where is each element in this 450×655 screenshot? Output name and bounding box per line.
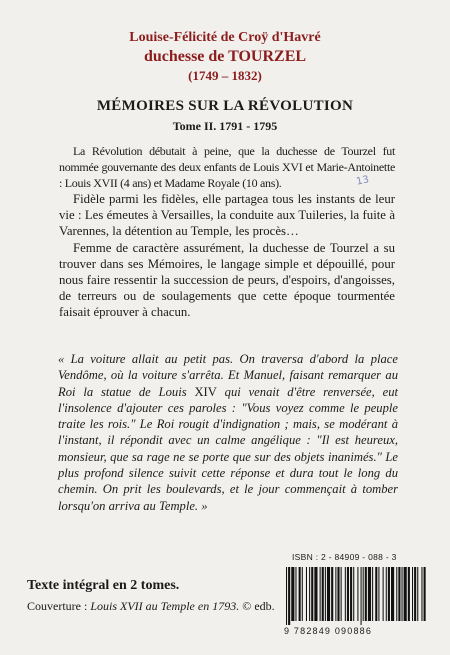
book-title: MÉMOIRES SUR LA RÉVOLUTION [96, 98, 354, 114]
barcode-bar [350, 567, 352, 621]
barcode-bar [299, 567, 301, 621]
barcode-bar [424, 567, 426, 621]
isbn-label: ISBN : 2 - 84909 - 088 - 3 [292, 552, 397, 562]
barcode-bar [309, 567, 310, 621]
barcode-bar [341, 567, 342, 621]
barcode-bar [402, 567, 403, 621]
barcode-bar [291, 567, 294, 621]
barcode-bar [391, 567, 394, 621]
barcode [284, 567, 428, 625]
barcode-bar [302, 567, 303, 621]
barcode-bar [335, 567, 336, 621]
barcode-bar [311, 567, 313, 621]
author-dates: (1749 – 1832) [188, 68, 262, 83]
author-name: Louise-Félicité de Croÿ d'Havré [129, 30, 321, 45]
cover-credit [27, 599, 275, 614]
quote-roman-numeral: XIV [194, 384, 217, 399]
barcode-bar [288, 567, 290, 625]
summary-paragraph-1: La Révolution débutait à peine, que la duchesse de Tourzel fut nommée gouvernante des deux enfants de Louis XVI et Marie-Antoinette : Louis XVII (4 ans) et Madame Royale (10 ans). [59, 144, 395, 191]
barcode-bar [404, 567, 407, 621]
barcode-bar [353, 567, 354, 621]
barcode-bar [320, 567, 321, 621]
barcode-bar [421, 567, 422, 621]
barcode-bar [337, 567, 339, 621]
edition-note: Texte intégral en 2 tomes. [27, 578, 180, 593]
barcode-bar [314, 567, 317, 621]
barcode-bar [368, 567, 371, 621]
barcode-bar [378, 567, 379, 621]
barcode-bar [363, 567, 364, 621]
barcode-bar [331, 567, 333, 621]
book-volume: Tome II. 1791 - 1795 [172, 119, 278, 133]
barcode-bar [408, 567, 410, 621]
barcode-bar [383, 567, 384, 621]
barcode-bar [361, 567, 362, 625]
summary-text [59, 143, 395, 320]
cover-copyright: © edb. [239, 599, 275, 613]
barcode-bar [417, 567, 418, 621]
barcode-bar [388, 567, 390, 621]
cover-label: Couverture : [27, 599, 91, 613]
quote-part-1: « La voiture allait au petit pas. On traversa d'abord la place Vendôme, où la voiture s'arrêta. Et Manuel, faisant remarquer au Roi la statue de Louis [58, 352, 398, 399]
barcode-bar [306, 567, 307, 621]
barcode-bar [375, 567, 377, 621]
summary-paragraph-3: Femme de caractère assurément, la duchesse de Tourzel a su trouver dans ses Mémoires, le langage simple et dépouillé, pour nous faire ressentir la succession de peurs, d'espoirs, d'angoisses, de terreurs ou de soulagements que cette époque tourmentée faisait éprouver à chacun. [59, 240, 395, 319]
barcode-bar [295, 567, 296, 621]
barcode-bar [345, 567, 346, 621]
barcode-bar [365, 567, 367, 621]
barcode-bar [322, 567, 324, 621]
quote-part-2: qui venait d'être renversée, eut l'insolence d'ajouter ces paroles : "Vous voyez comme le peuple traite les rois." Le Roi rougit d'indignation ; mais, se modérant à l'instant, il répondit avec un calme angélique : "Il est heureux, monsieur, que sa rage ne se porte que sur des objets inanimés." Le plus profond silence suivit cette réponse et dura tout le long du chemin. On prit les boulevards, et le jour commençait à tomber lorsqu'on arriva au Temple. » [58, 384, 398, 513]
barcode-bar [414, 567, 416, 621]
handwritten-note: 13 [355, 174, 371, 188]
author-title: duchesse de TOURZEL [143, 48, 307, 65]
barcode-bar [412, 567, 413, 621]
excerpt-quote [58, 351, 398, 514]
barcode-bar [396, 567, 397, 621]
barcode-bar [286, 567, 287, 625]
summary-paragraph-2: Fidèle parmi les fidèles, elle partagea tous les instants de leur vie : Les émeutes à Versailles, la conduite aux Tuileries, la fuite à Varennes, la détention au Temple, les procès… [59, 192, 395, 239]
barcode-bar [347, 567, 349, 621]
barcode-bar [325, 567, 326, 621]
barcode-bar [386, 567, 387, 621]
barcode-bar [398, 567, 400, 621]
barcode-bar [327, 567, 330, 621]
cover-title: Louis XVII au Temple en 1793. [90, 599, 240, 613]
barcode-number: 9 782849 090886 [284, 626, 373, 636]
barcode-bar [372, 567, 373, 621]
barcode-bar [357, 567, 358, 621]
